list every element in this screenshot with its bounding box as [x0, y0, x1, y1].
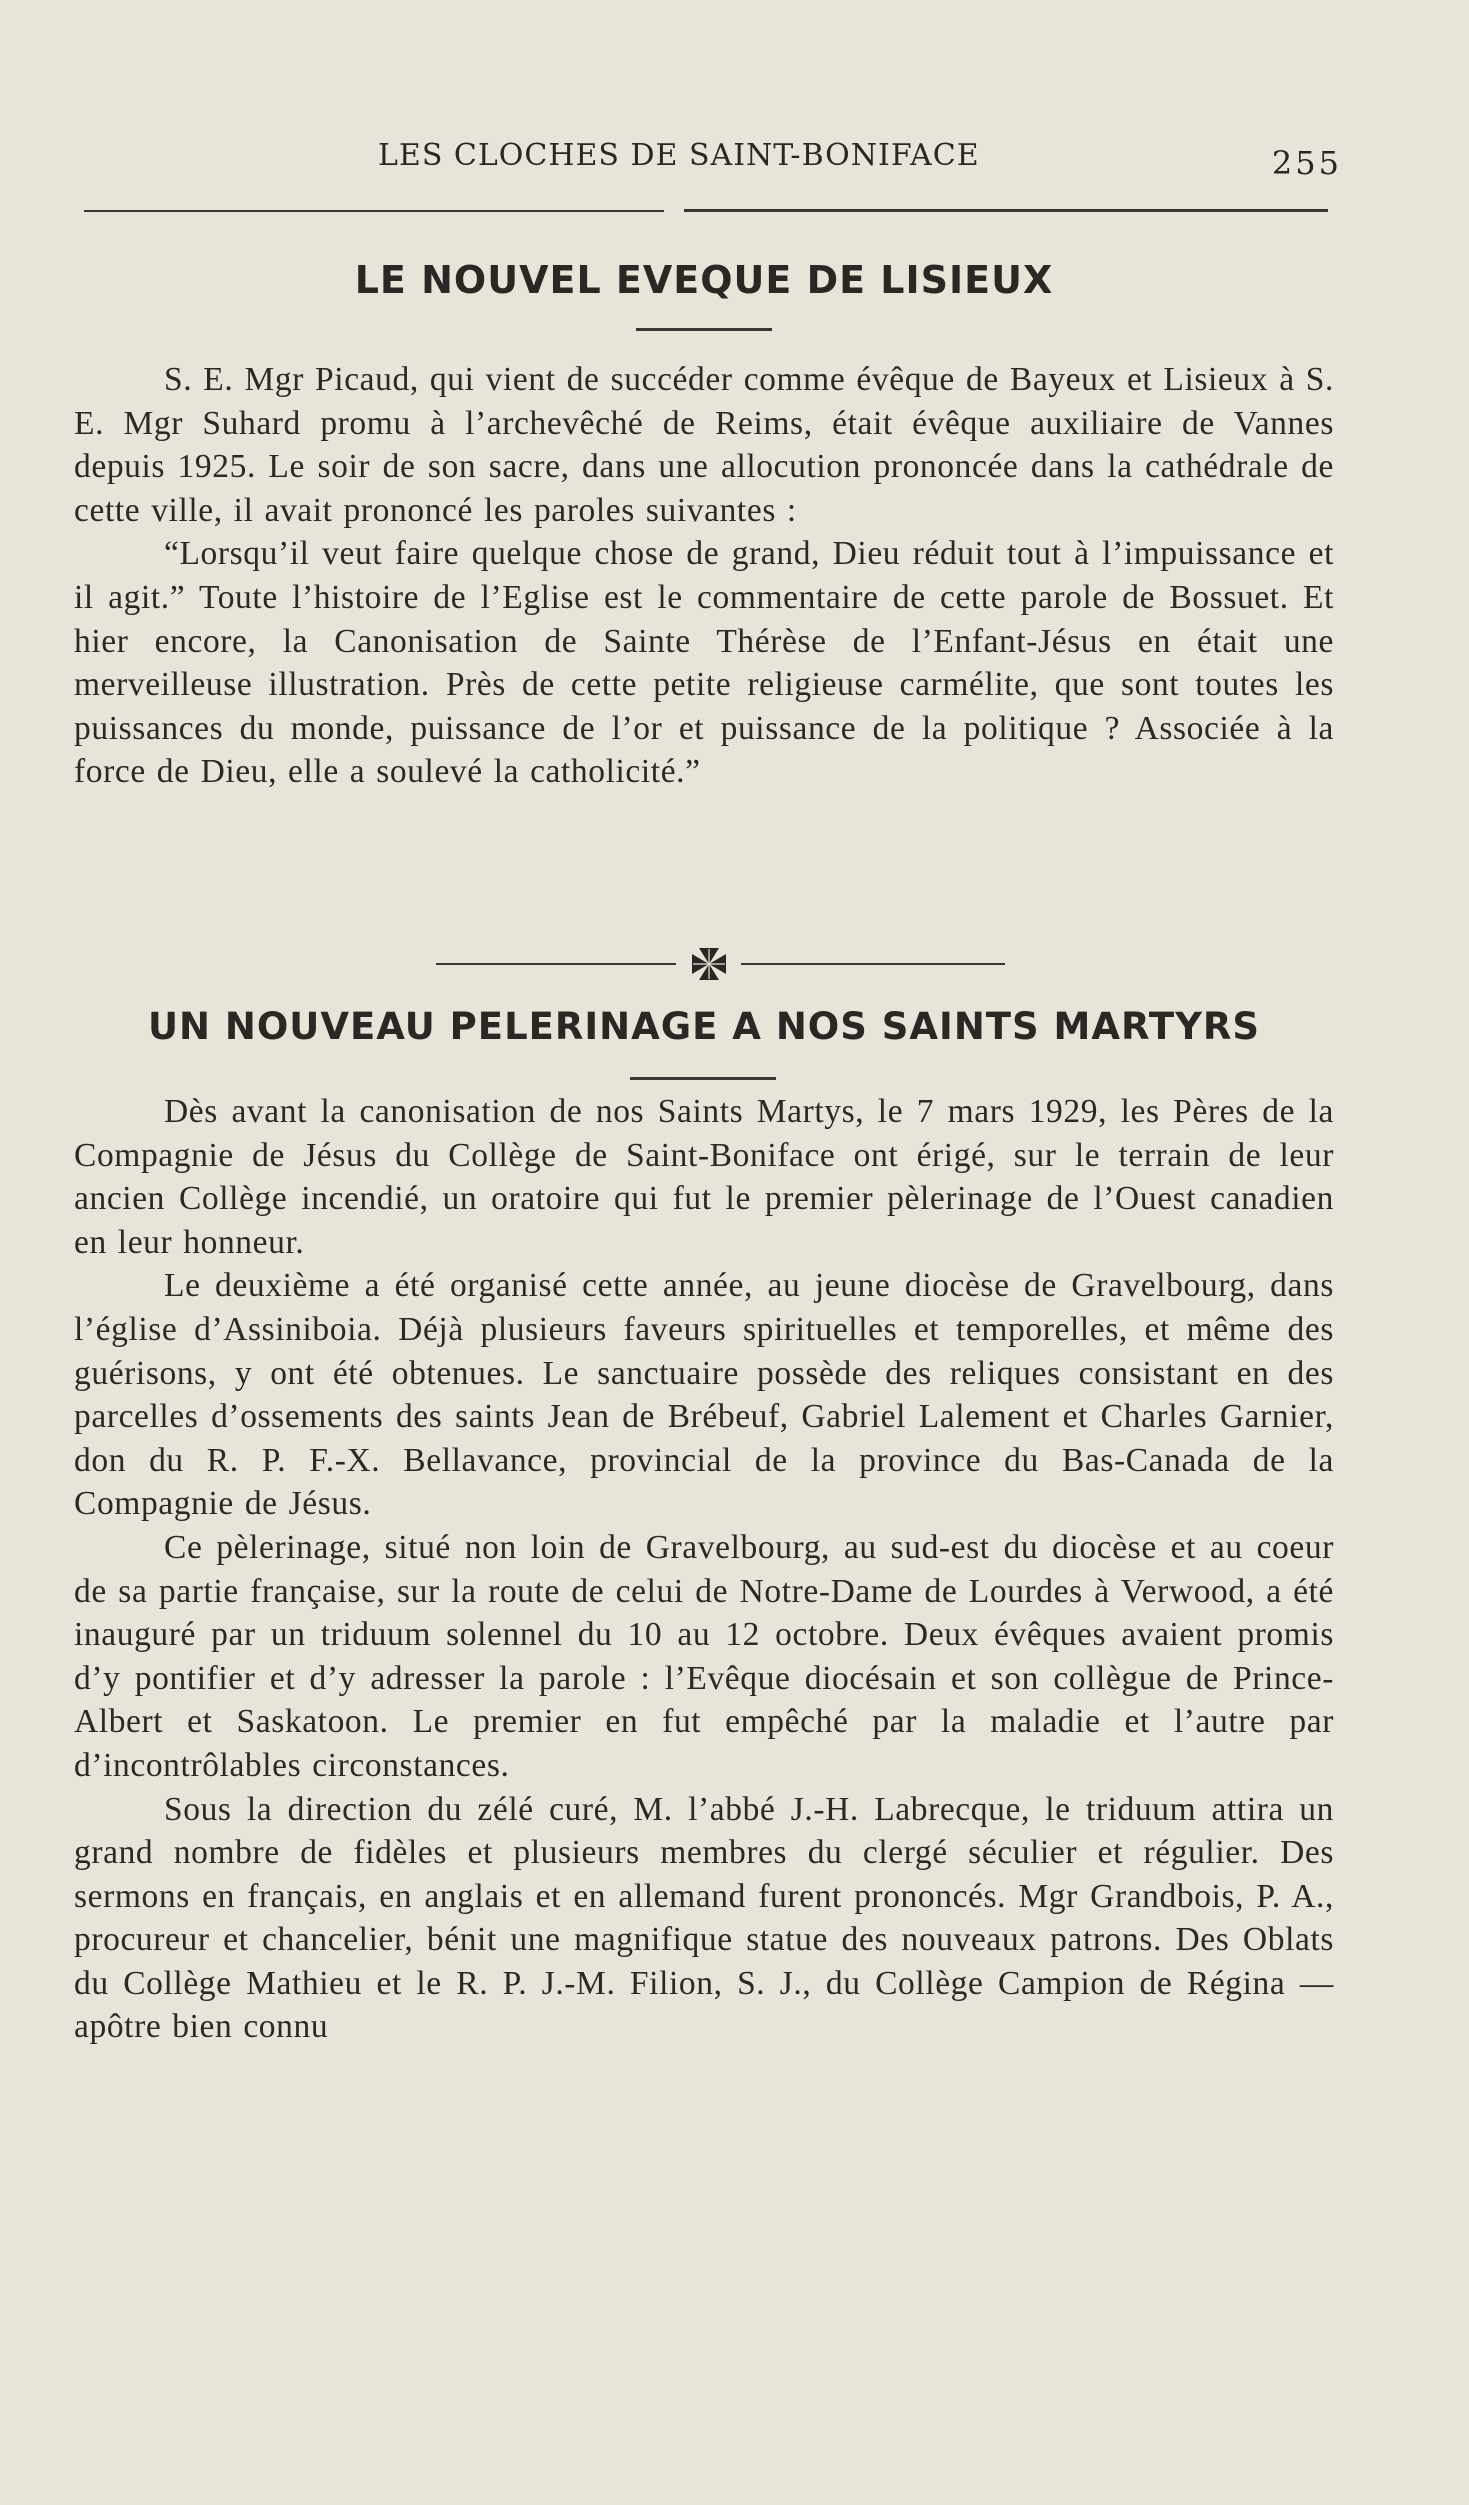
maltese-cross-icon	[689, 946, 729, 982]
header-rule-left	[84, 210, 664, 212]
header-rule-right	[684, 209, 1328, 212]
page-number: 255	[1271, 144, 1342, 182]
title-underline	[630, 1077, 776, 1080]
separator-line-left	[436, 963, 676, 965]
paragraph: Ce pèlerinage, situé non loin de Gravelbourg, au sud-est du diocèse et au coeur de sa partie française, sur la route de celui de Notre-Dame de Lourdes à Verwood, a été inauguré par un triduum solennel du 10 au 12 octobre. Deux évêques avaient promis d’y pontifier et d’y adresser la parole : l’Evêque diocésain et son collègue de Prince-Albert et Saskatoon. Le premier en fut empêché par la maladie et l’autre par d’incontrôlables circonstances.	[74, 1528, 1334, 1784]
paragraph: Sous la direction du zélé curé, M. l’abbé J.-H. Labrecque, le triduum attira un grand nombre de fidèles et plusieurs membres du clergé séculier et régulier. Des sermons en français, en anglais et en allemand furent prononcés. Mgr Grandbois, P. A., procureur et chancelier, bénit une magnifique statue des nouveaux patrons. Des Oblats du Collège Mathieu et le R. P. J.-M. Filion, S. J., du Collège Campion de Régina — apôtre bien connu	[74, 1790, 1334, 2046]
paragraph: “Lorsqu’il veut faire quelque chose de grand, Dieu réduit tout à l’impuissance et il agit.” Toute l’histoire de l’Eglise est le commentaire de cette parole de Bossuet. Et hier encore, la Canonisation de Sainte Thérèse de l’Enfant-Jésus en était une merveilleuse illustration. Près de cette petite religieuse carmélite, que sont toutes les puissances du monde, puissance de l’or et puissance de la politique ? Associée à la force de Dieu, elle a soulevé la catholicité.”	[74, 535, 1334, 791]
article-title-lisieux: LE NOUVEL EVEQUE DE LISIEUX	[354, 258, 1054, 302]
title-underline	[636, 328, 772, 331]
article-title-pelerinage: UN NOUVEAU PELERINAGE A NOS SAINTS MARTYRS	[147, 1005, 1261, 1048]
article-body-lisieux	[74, 358, 1334, 794]
running-title: LES CLOCHES DE SAINT-BONIFACE	[378, 138, 980, 173]
paragraph: S. E. Mgr Picaud, qui vient de succéder comme évêque de Bayeux et Lisieux à S. E. Mgr Suhard promu à l’archevêché de Reims, était évêque auxiliaire de Vannes depuis 1925. Le soir de son sacre, dans une allocution prononcée dans la cathédrale de cette ville, il avait prononcé les paroles suivantes :	[74, 361, 1334, 529]
paragraph: Dès avant la canonisation de nos Saints Martys, le 7 mars 1929, les Pères de la Compagnie de Jésus du Collège de Saint-Boniface ont érigé, sur le terrain de leur ancien Collège incendié, un oratoire qui fut le premier pèlerinage de l’Ouest canadien en leur honneur.	[74, 1093, 1334, 1261]
article-body-pelerinage	[74, 1090, 1334, 2049]
section-separator	[436, 946, 1006, 982]
paragraph: Le deuxième a été organisé cette année, au jeune diocèse de Gravelbourg, dans l’église d’Assiniboia. Déjà plusieurs faveurs spirituelles et temporelles, et même des guérisons, y ont été obtenues. Le sanctuaire possède des reliques consistant en des parcelles d’ossements des saints Jean de Brébeuf, Gabriel Lalement et Charles Garnier, don du R. P. F.-X. Bellavance, provincial de la province du Bas-Canada de la Compagnie de Jésus.	[74, 1267, 1334, 1523]
running-header	[74, 138, 1342, 182]
separator-line-right	[741, 963, 1005, 965]
